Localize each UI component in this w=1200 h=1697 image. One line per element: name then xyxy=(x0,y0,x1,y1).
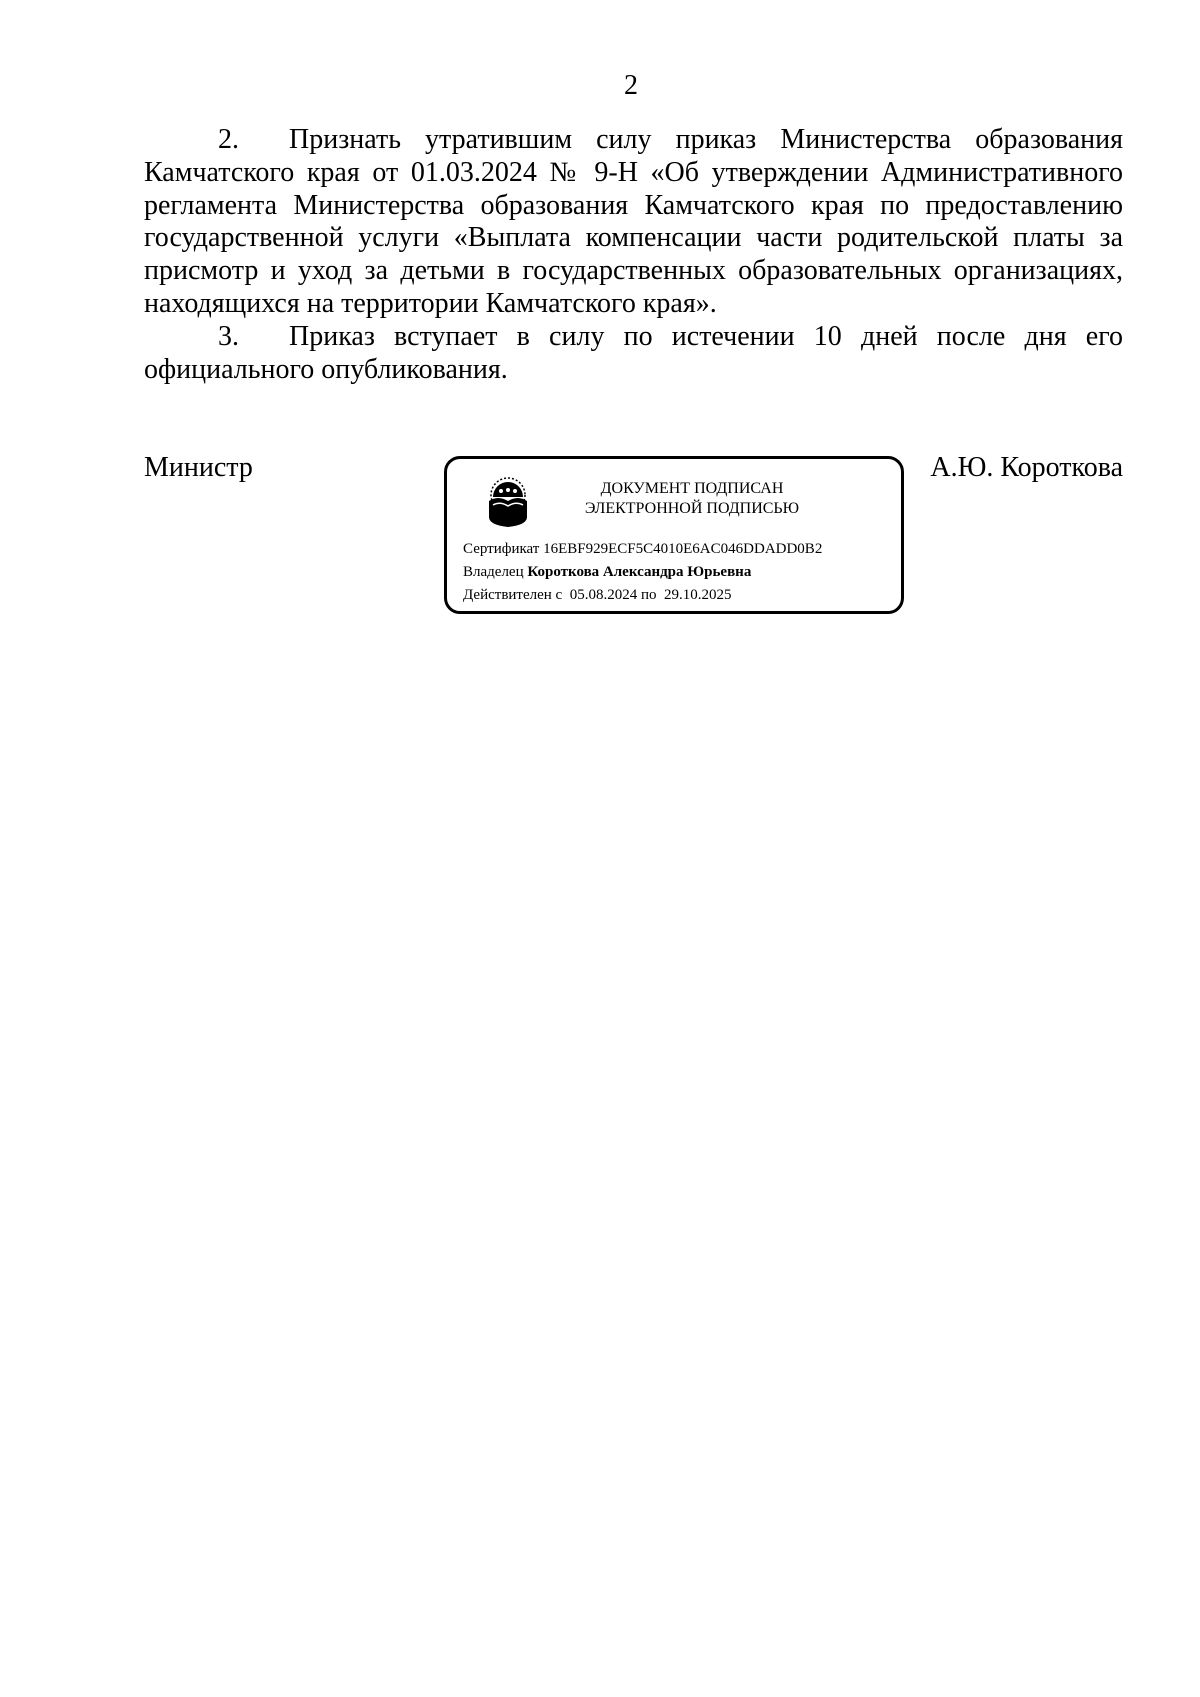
stamp-subtitle: ЭЛЕКТРОННОЙ ПОДПИСЬЮ xyxy=(584,500,800,517)
stamp-title: ДОКУМЕНТ ПОДПИСАН xyxy=(600,480,784,497)
validity-row: Действителен с 05.08.2024 по 29.10.2025 xyxy=(463,587,732,603)
paragraph-first-line: 3. Приказ вступает в силу по истечении 10 дней после дня его xyxy=(218,320,1123,352)
paragraph-3 xyxy=(144,321,1123,387)
coat-of-arms-icon xyxy=(485,475,531,527)
paragraph-line: находящихся на территории Камчатского края». xyxy=(144,287,717,319)
certificate-number: 16EBF929ECF5C4010E6AC046DDADD0B2 xyxy=(543,541,823,557)
paragraph-line: официального опубликования. xyxy=(144,353,508,385)
paragraph-line: Камчатского края от 01.03.2024 № 9-Н «Об утверждении Административного xyxy=(144,156,1123,188)
signer-name: А.Ю. Короткова xyxy=(930,452,1123,483)
paragraph-line: присмотр и уход за детьми в государственных образовательных организациях, xyxy=(144,255,1123,287)
page-number: 2 xyxy=(624,70,638,101)
signer-position: Министр xyxy=(144,452,253,483)
certificate-row: Сертификат 16EBF929ECF5C4010E6AC046DDADD0B2 xyxy=(463,541,823,557)
paragraph-number: 2. xyxy=(218,124,239,155)
paragraph-line: государственной услуги «Выплата компенсации части родительской платы за xyxy=(144,222,1123,254)
owner-name: Короткова Александра Юрьевна xyxy=(527,564,752,580)
paragraph-line: регламента Министерства образования Камчатского края по предоставлению xyxy=(144,189,1123,221)
paragraph-2 xyxy=(144,124,1123,321)
paragraph-first-line: 2. Признать утратившим силу приказ Министерства образования xyxy=(218,124,1123,155)
electronic-signature-stamp xyxy=(444,456,904,614)
document-body xyxy=(144,124,1123,386)
paragraph-number: 3. xyxy=(218,320,239,352)
owner-row: Владелец Короткова Александра Юрьевна xyxy=(463,564,752,580)
